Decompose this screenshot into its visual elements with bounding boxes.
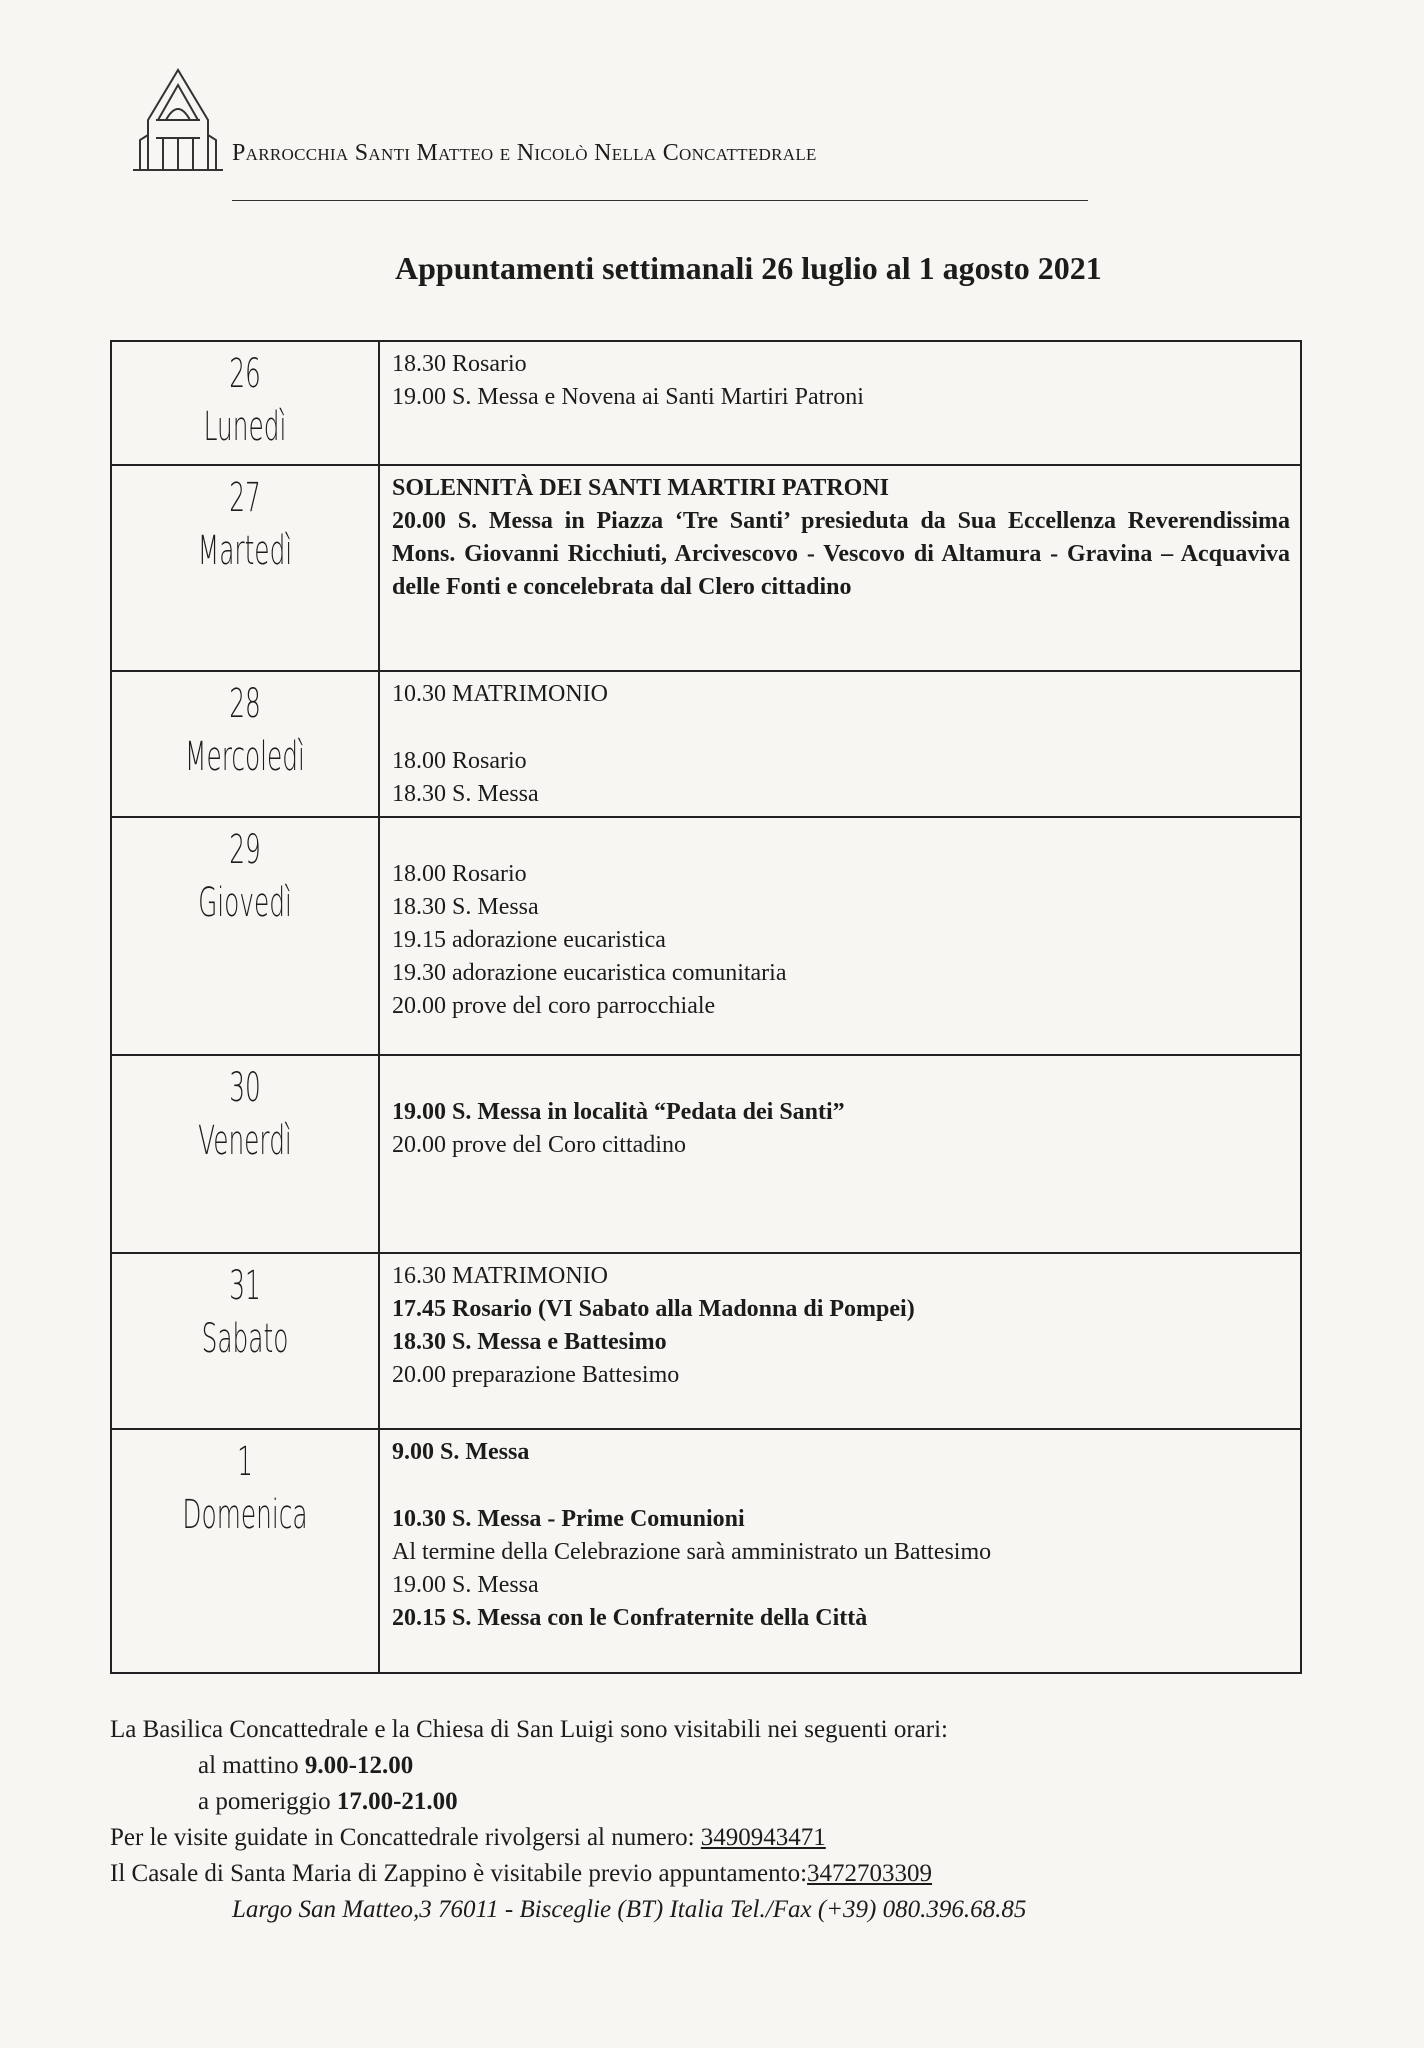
event-item: 19.00 S. Messa in località “Pedata dei Santi” [392,1099,845,1125]
parish-name: Parrocchia Santi Matteo e Nicolò Nella Concattedrale [232,140,817,166]
day-name: Domenica [182,1492,308,1538]
day-name: Lunedì [203,404,287,450]
casale-text: Il Casale di Santa Maria di Zappino è visitabile previo appuntamento: [110,1860,808,1887]
schedule-row [112,342,1300,464]
spacer [392,711,1290,745]
cathedral-icon [128,60,228,180]
day-name: Giovedì [198,880,292,926]
day-name: Sabato [201,1316,289,1362]
day-number: 30 [229,1065,261,1111]
guided-phone[interactable]: 3490943471 [700,1824,826,1851]
day-cell [112,342,380,464]
morning-hours: 9.00-12.00 [304,1752,414,1779]
event-item: SOLENNITÀ DEI SANTI MARTIRI PATRONI [392,475,890,501]
afternoon-hours-line [110,1784,1310,1820]
day-number: 31 [229,1263,261,1309]
events-cell [392,472,1290,670]
event-item: 18.30 S. Messa [392,781,539,807]
casale-phone[interactable]: 3472703309 [807,1860,933,1887]
morning-label: al mattino [198,1752,299,1779]
spacer [392,1062,1290,1096]
events-cell [392,824,1290,1054]
day-cell [112,1430,380,1672]
day-number: 26 [229,351,261,397]
events-cell [392,678,1290,816]
day-number: 1 [237,1439,253,1485]
address: Largo San Matteo,3 76011 - Bisceglie (BT) Italia Tel./Fax (+39) 080.396.68.85 [232,1896,1027,1923]
event-item: 19.30 adorazione eucaristica comunitaria [392,960,787,986]
event-item: 20.00 S. Messa in Piazza ‘Tre Santi’ presieduta da Sua Eccellenza Reverendissima Mons. Giovanni Ricchiuti, Arcivescovo - Vescovo di Altamura - Gravina – Acquaviva delle Fonti e concelebrata dal Clero cittadino [392,508,1290,600]
event-item: 18.30 Rosario [392,351,527,377]
visit-intro: La Basilica Concattedrale e la Chiesa di San Luigi sono visitabili nei seguenti orari: [110,1716,948,1743]
day-number: 29 [229,827,261,873]
event-item: 10.30 MATRIMONIO [392,681,608,707]
event-item: 19.00 S. Messa e Novena ai Santi Martiri Patroni [392,384,864,410]
event-item: 19.00 S. Messa [392,1572,539,1598]
day-cell [112,466,380,670]
letterhead [128,60,1088,210]
event-item: 20.15 S. Messa con le Confraternite della Città [392,1605,868,1631]
schedule-row [112,1054,1300,1252]
events-cell [392,1062,1290,1252]
day-cell [112,672,380,816]
day-name: Mercoledì [185,734,305,780]
day-name: Martedì [197,528,293,574]
morning-hours-line [110,1748,1310,1784]
schedule-row [112,816,1300,1054]
spacer [392,824,1290,858]
event-item: 18.30 S. Messa [392,894,539,920]
event-item: 20.00 prove del Coro cittadino [392,1132,686,1158]
event-item: 18.30 S. Messa e Battesimo [392,1329,667,1355]
event-item: 19.15 adorazione eucaristica [392,927,666,953]
schedule-row [112,1428,1300,1672]
events-cell [392,348,1290,464]
afternoon-hours: 17.00-21.00 [336,1788,458,1815]
schedule-row [112,1252,1300,1428]
day-number: 28 [229,681,261,727]
schedule-row [112,464,1300,670]
day-cell [112,1056,380,1252]
events-cell [392,1436,1290,1672]
day-cell [112,1254,380,1428]
event-item: 20.00 preparazione Battesimo [392,1362,680,1388]
event-item: Al termine della Celebrazione sarà amministrato un Battesimo [392,1539,992,1565]
event-item: 17.45 Rosario (VI Sabato alla Madonna di Pompei) [392,1296,915,1322]
event-item: 10.30 S. Messa - Prime Comunioni [392,1506,745,1532]
page-title: Appuntamenti settimanali 26 luglio al 1 agosto 2021 [395,250,1102,286]
event-item: 9.00 S. Messa [392,1439,530,1465]
guided-text: Per le visite guidate in Concattedrale rivolgersi al numero: [110,1824,695,1851]
event-item: 18.00 Rosario [392,748,527,774]
day-number: 27 [229,475,261,521]
event-item: 16.30 MATRIMONIO [392,1263,608,1289]
footer [110,1712,1310,1928]
events-cell [392,1260,1290,1428]
spacer [392,1469,1290,1503]
event-item: 18.00 Rosario [392,861,527,887]
day-cell [112,818,380,1054]
schedule-row [112,670,1300,816]
header-divider [232,200,1088,201]
casale-line [110,1856,1310,1892]
afternoon-label: a pomeriggio [198,1788,331,1815]
guided-visits-line [110,1820,1310,1856]
day-name: Venerdì [198,1118,292,1164]
event-item: 20.00 prove del coro parrocchiale [392,993,716,1019]
weekly-schedule-table [110,340,1302,1674]
